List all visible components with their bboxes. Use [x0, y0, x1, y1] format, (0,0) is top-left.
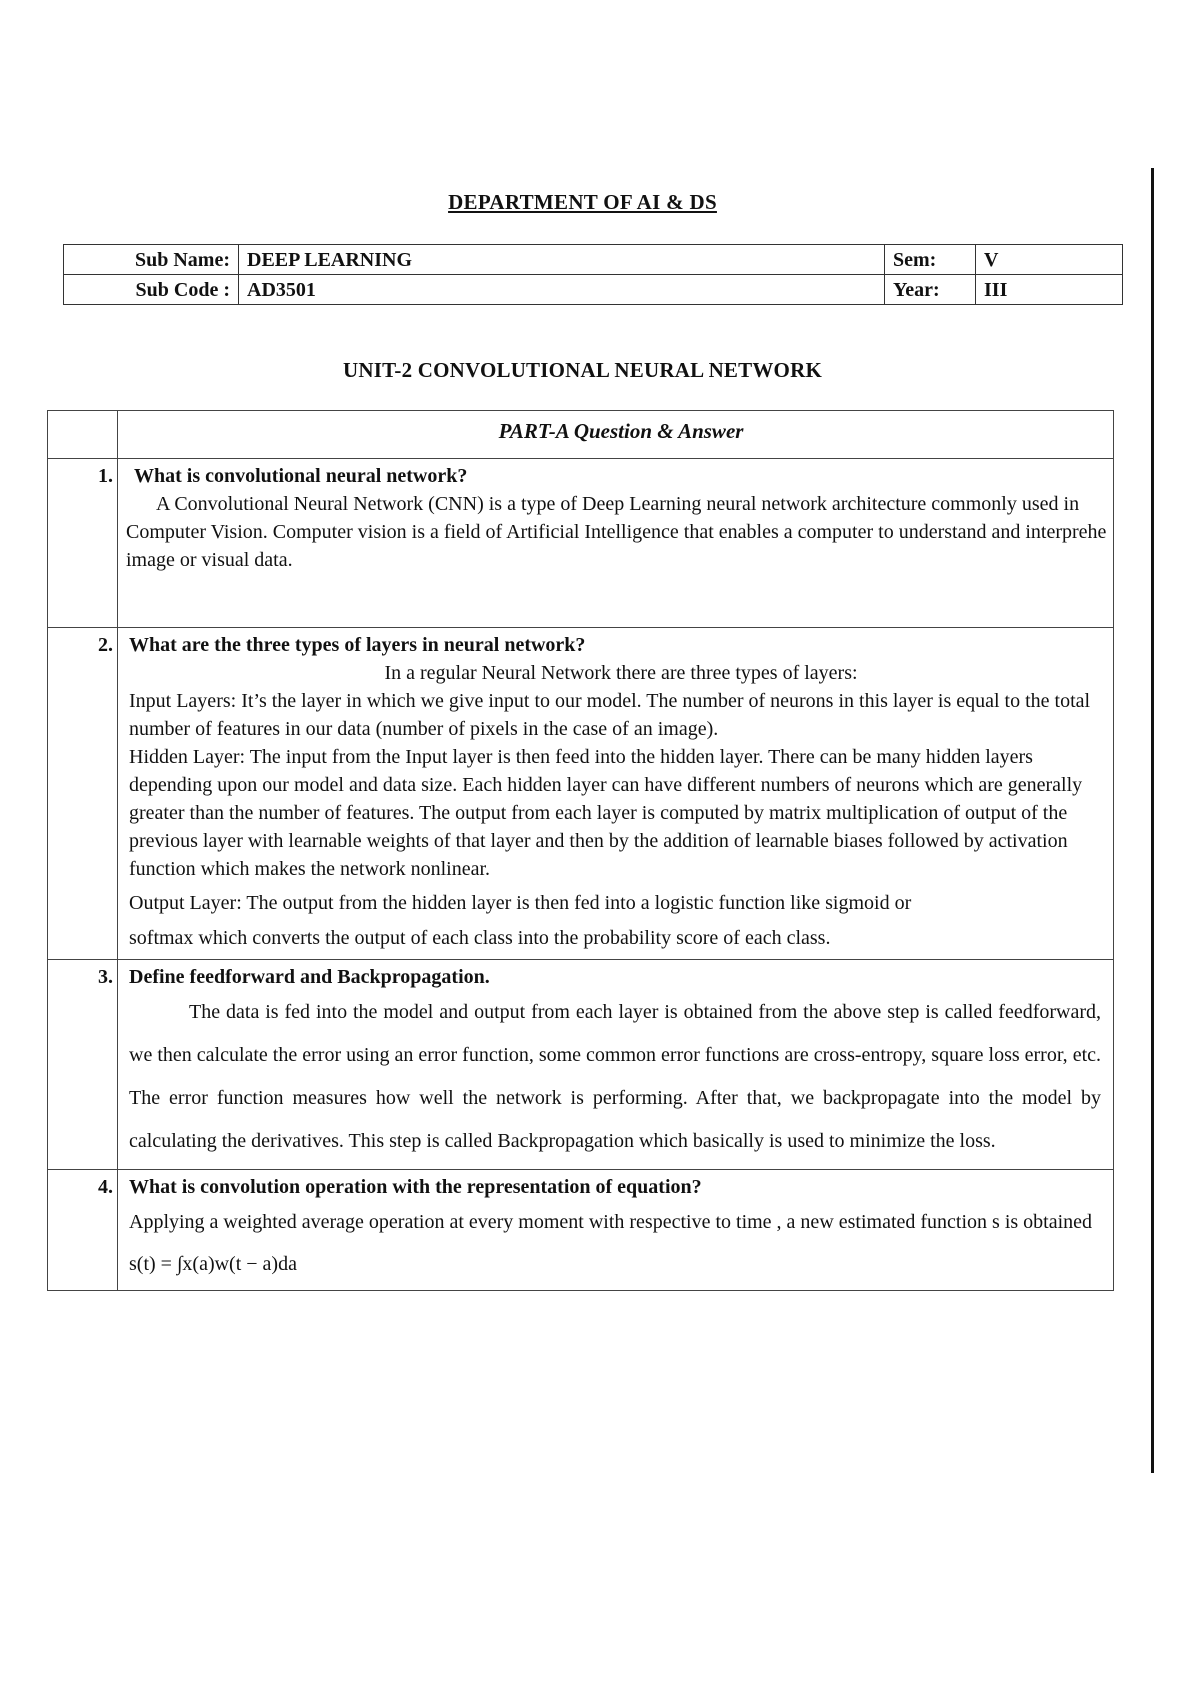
qa-header-cell	[118, 411, 1114, 459]
subject-info-table	[63, 244, 1123, 305]
qa-row	[48, 628, 1114, 960]
sub-code-value: AD3501	[239, 275, 885, 305]
unit-title: UNIT-2 CONVOLUTIONAL NEURAL NETWORK	[343, 358, 822, 382]
subject-info-row	[64, 275, 1123, 305]
qa-cell	[118, 628, 1114, 960]
answer-text: A Convolutional Neural Network (CNN) is a type of Deep Learning neural network architecture commonly used in Computer Vision. Computer vision is a field of Artificial Intelligence that enables a computer to understand and interprehe image or visual data.	[126, 493, 1107, 571]
qa-header-number-cell	[48, 411, 118, 459]
question-text: What are the three types of layers in neural network?	[129, 634, 586, 656]
qa-table	[47, 410, 1114, 1291]
subject-info-row	[64, 245, 1123, 275]
qa-row	[48, 960, 1114, 1170]
question-number: 2.	[48, 628, 118, 960]
sub-code-label: Sub Code :	[64, 275, 239, 305]
question-text: Define feedforward and Backpropagation.	[129, 966, 490, 988]
qa-header-row	[48, 411, 1114, 459]
qa-row	[48, 1170, 1114, 1291]
question-text: What is convolution operation with the representation of equation?	[129, 1176, 702, 1198]
question-text: What is convolutional neural network?	[134, 465, 468, 487]
part-heading: PART-A Question & Answer	[498, 419, 744, 443]
department-title: DEPARTMENT OF AI & DS	[448, 190, 717, 214]
qa-cell	[118, 1170, 1114, 1291]
question-number: 3.	[48, 960, 118, 1170]
input-layer-text: Input Layers: It’s the layer in which we give input to our model. The number of neurons in this layer is equal to the total number of features in our data (number of pixels in the case of an image).	[129, 690, 1091, 740]
hidden-layer-text: Hidden Layer: The input from the Input layer is then feed into the hidden layer. There can be many hidden layers depending upon our model and data size. Each hidden layer can have different numbers of neurons which are generally greater than the number of features. The output from each layer is computed by matrix multiplication of output of the previous layer with learnable weights of that layer and then by the addition of learnable biases followed by activation function which makes the network nonlinear.	[129, 746, 1083, 880]
answer-intro: In a regular Neural Network there are three types of layers:	[384, 662, 858, 684]
qa-cell	[118, 459, 1114, 628]
qa-row	[48, 459, 1114, 628]
sub-name-label: Sub Name:	[64, 245, 239, 275]
year-value: III	[976, 275, 1123, 305]
answer-text: Applying a weighted average operation at every moment with respective to time , a new estimated function s is obtained	[129, 1211, 1093, 1233]
answer-text: The data is fed into the model and output from each layer is obtained from the above step is called feedforward, we then calculate the error using an error function, some common error functions are cross-entropy, square loss error, etc. The error function measures how well the network is performing. After that, we backpropagate into the model by calculating the derivatives. This step is called Backpropagation which basically is used to minimize the loss.	[129, 1001, 1101, 1152]
year-label: Year:	[885, 275, 976, 305]
question-number: 4.	[48, 1170, 118, 1291]
output-layer-text: Output Layer: The output from the hidden layer is then fed into a logistic function like sigmoid or	[129, 892, 912, 914]
sub-name-value: DEEP LEARNING	[239, 245, 885, 275]
qa-cell	[118, 960, 1114, 1170]
question-number: 1.	[48, 459, 118, 628]
sem-value: V	[976, 245, 1123, 275]
output-layer-text-cont: softmax which converts the output of each class into the probability score of each class.	[129, 927, 831, 949]
equation-text: s(t) = ∫x(a)w(t − a)da	[129, 1253, 297, 1275]
sem-label: Sem:	[885, 245, 976, 275]
